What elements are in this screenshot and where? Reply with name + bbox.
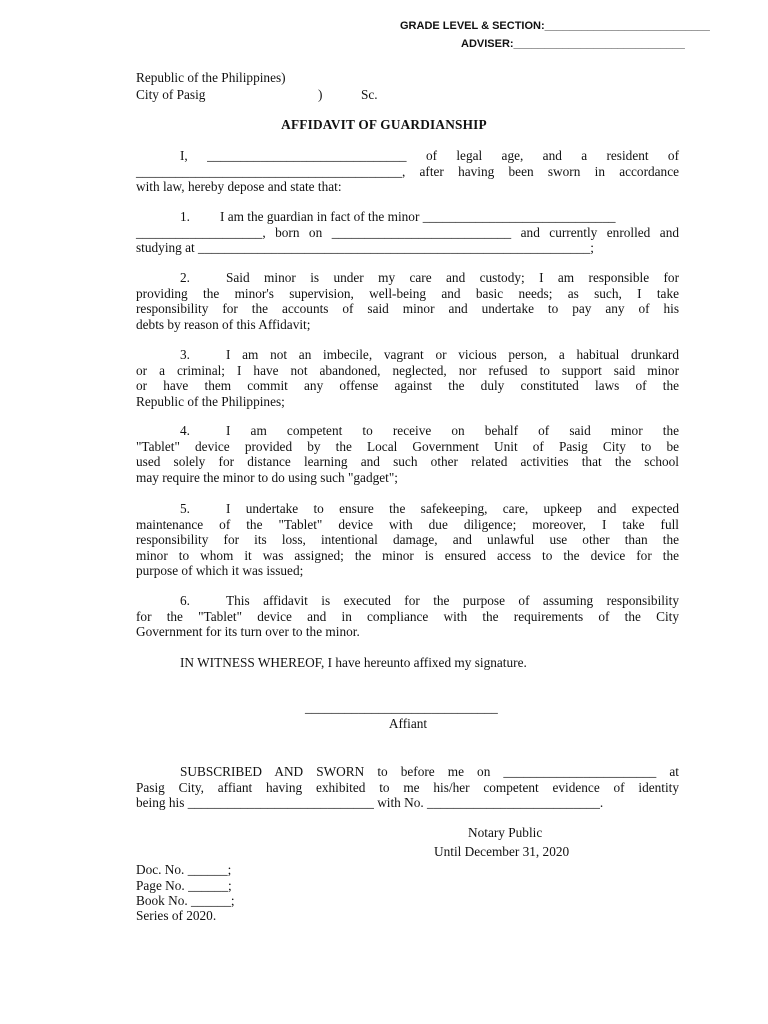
paragraph-3 (136, 347, 679, 409)
paragraph-4-number: 4. (180, 423, 190, 438)
paragraph-5 (136, 501, 679, 579)
intro-line-3: with law, hereby depose and state that: (136, 179, 342, 195)
paragraph-5-number: 5. (180, 501, 190, 516)
series-year: Series of 2020. (136, 908, 217, 923)
paragraph-5-line-4: minor to whom it was assigned; the minor is ensured access to the device for the (136, 547, 679, 563)
paragraph-3-line-3: or have them commit any offense against the duly constituted laws of the (136, 378, 679, 394)
jurat-line-1: SUBSCRIBED AND SWORN to before me on _______________________ at (180, 764, 679, 779)
intro-line-2: ________________________________________, after having been sworn in accordance (136, 163, 679, 179)
paragraph-2-line-4: debts by reason of this Affidavit; (136, 316, 311, 332)
intro-paragraph (136, 148, 679, 195)
jurat-line-3: being his ____________________________ with No. __________________________. (136, 795, 604, 811)
paragraph-6 (136, 593, 679, 640)
jurat-paragraph (136, 764, 679, 811)
paragraph-5-line-3: responsibility for its loss, intentional damage, and unlawful use other than the (136, 532, 679, 548)
grade-level-section-field: GRADE LEVEL & SECTION:___________________________ (400, 20, 710, 32)
affiant-name-blank: ______________________________ (207, 148, 407, 163)
affiant-signature-line: _____________________________ (305, 700, 498, 715)
paragraph-3-line-4: Republic of the Philippines; (136, 393, 285, 409)
paragraph-6-line-1: This affidavit is executed for the purpose of assuming responsibility (226, 593, 679, 608)
paragraph-3-number: 3. (180, 347, 190, 362)
paragraph-2-line-2: providing the minor's supervision, well-being and basic needs; as such, I take (136, 285, 679, 301)
paragraph-3-line-2: or a criminal; I have not abandoned, neglected, nor refused to support said minor (136, 362, 679, 378)
paragraph-2-line-3: responsibility for the accounts of said minor and undertake to pay any of his (136, 301, 679, 317)
doc-no: Doc. No. ______; (136, 862, 232, 877)
jurat-line-2: Pasig City, affiant having exhibited to me his/her competent evidence of identity (136, 779, 679, 795)
venue-sc: Sc. (361, 87, 378, 102)
paragraph-5-line-2: maintenance of the "Tablet" device with due diligence; moreover, I take full (136, 516, 679, 532)
paragraph-2-line-1: Said minor is under my care and custody; I am responsible for (226, 270, 679, 285)
paragraph-1-line-3: studying at ___________________________________________________________; (136, 240, 595, 256)
paragraph-1-number: 1. (180, 209, 190, 224)
paragraph-4-line-4: may require the minor to do using such "gadget"; (136, 469, 398, 485)
witness-clause: IN WITNESS WHEREOF, I have hereunto affixed my signature. (180, 655, 527, 670)
paragraph-2-number: 2. (180, 270, 190, 285)
page-no: Page No. ______; (136, 878, 232, 893)
paragraph-3-line-1: I am not an imbecile, vagrant or vicious person, a habitual drunkard (226, 347, 679, 362)
paragraph-6-line-3: Government for its turn over to the minor. (136, 624, 360, 640)
paragraph-5-line-1: I undertake to ensure the safekeeping, care, upkeep and expected (226, 501, 679, 516)
paragraph-1-line-1: I am the guardian in fact of the minor _____________________________ (219, 209, 616, 224)
paragraph-1 (136, 209, 679, 256)
paragraph-2 (136, 270, 679, 332)
venue-republic: Republic of the Philippines) (136, 70, 286, 85)
venue-paren: ) (318, 87, 323, 102)
paragraph-5-line-5: purpose of which it was issued; (136, 563, 304, 579)
affiant-label: Affiant (388, 716, 428, 731)
paragraph-6-line-2: for the "Tablet" device and in compliance with the requirements of the City (136, 608, 679, 624)
paragraph-4-line-1: I am competent to receive on behalf of said minor the (226, 423, 679, 438)
document-title: AFFIDAVIT OF GUARDIANSHIP (281, 117, 487, 132)
paragraph-4 (136, 423, 679, 485)
intro-i: I, (180, 148, 188, 163)
venue-city: City of Pasig (136, 87, 206, 102)
notary-commission-expiry: Until December 31, 2020 (434, 844, 570, 859)
paragraph-4-line-3: used solely for distance learning and such other related activities that the school (136, 454, 679, 470)
notary-public-label: Notary Public (468, 825, 543, 840)
intro-legal-age: of legal age, and a resident of (425, 148, 679, 163)
paragraph-4-line-2: "Tablet" device provided by the Local Government Unit of Pasig City to be (136, 438, 679, 454)
paragraph-1-line-2: ___________________, born on ___________________________ and currently enrolled and (136, 224, 679, 240)
book-no: Book No. ______; (136, 893, 235, 908)
paragraph-6-number: 6. (180, 593, 190, 608)
adviser-field: ADVISER:____________________________ (461, 38, 685, 50)
